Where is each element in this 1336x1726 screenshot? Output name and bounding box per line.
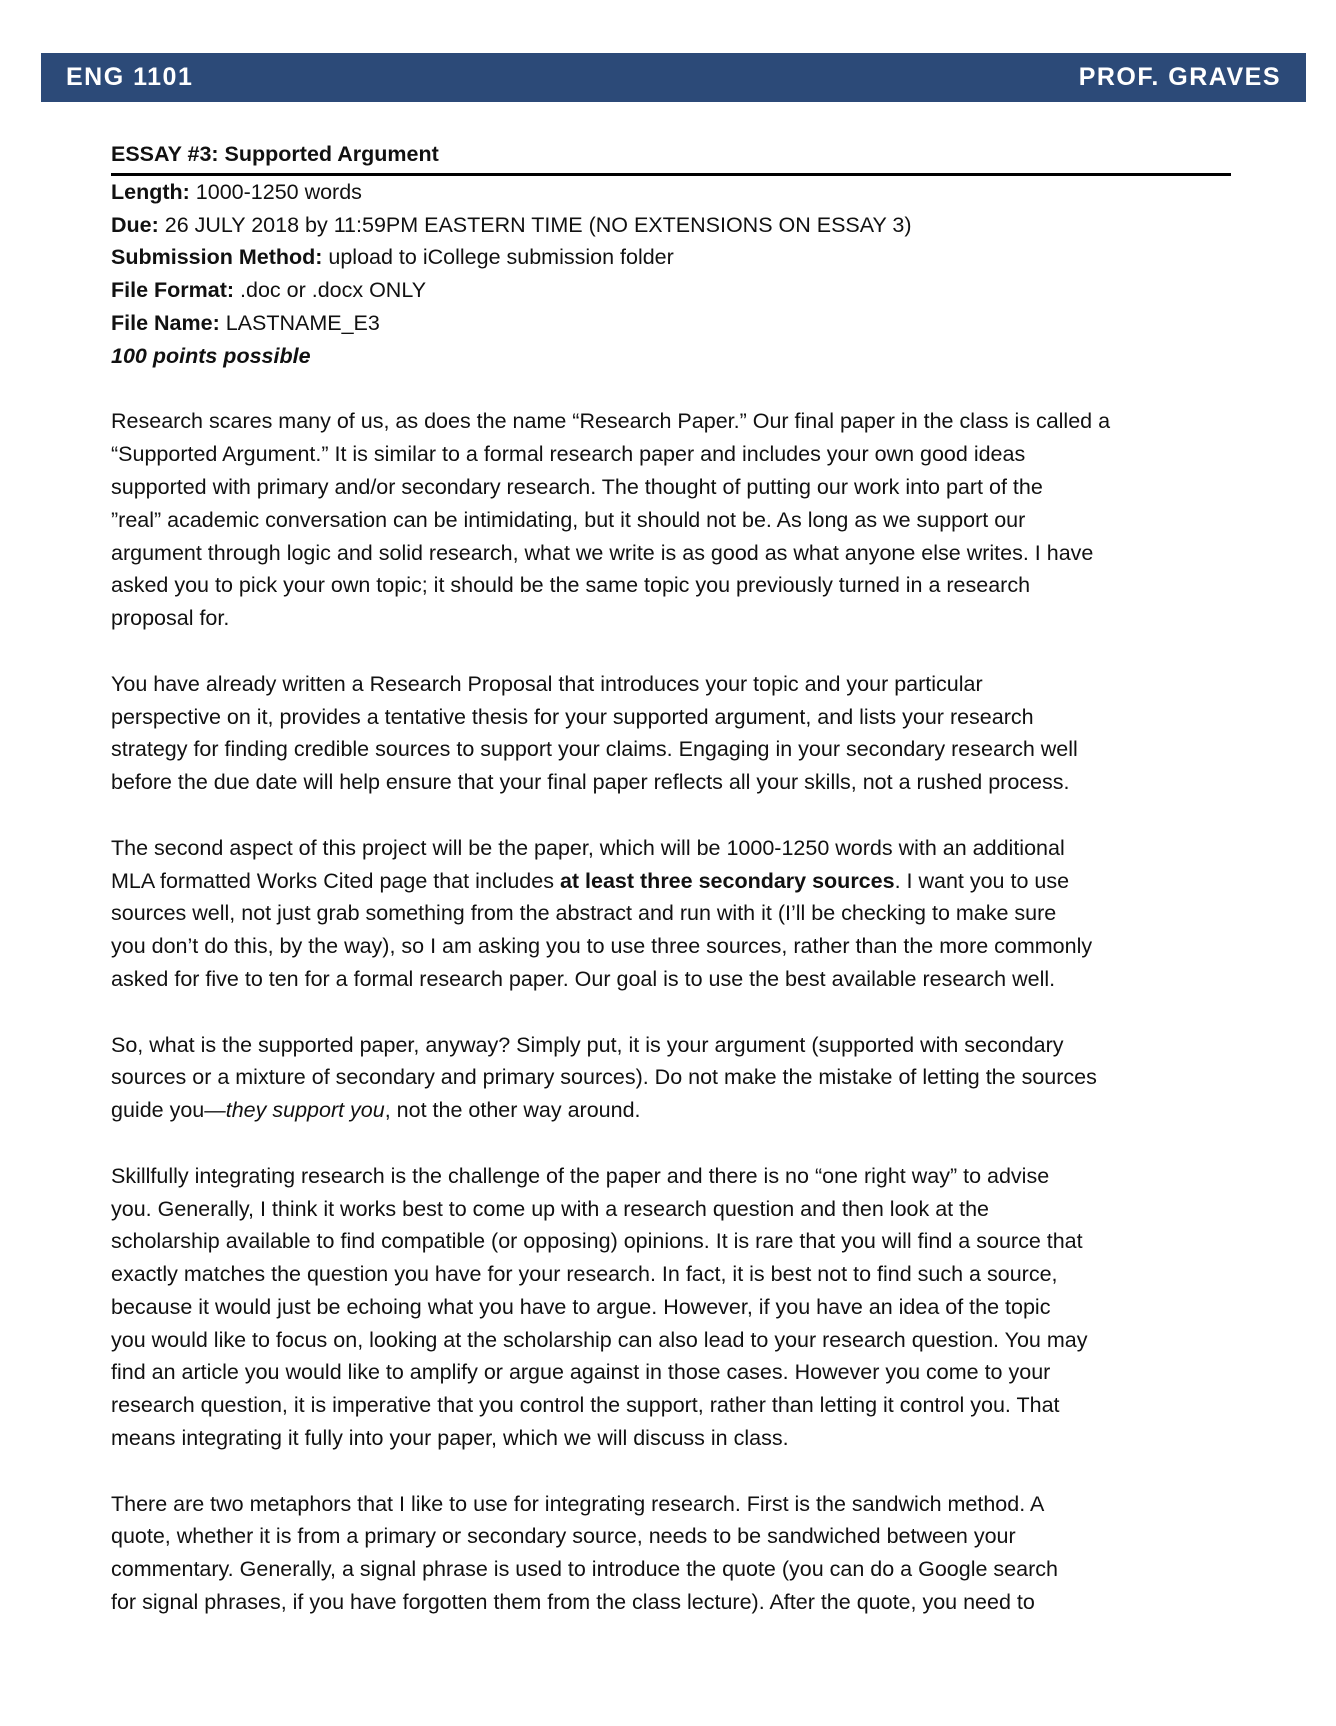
text-line [111,504,1231,537]
text-segment: strategy for finding credible sources to support your claims. Engaging in your secondary research well [111,737,1078,762]
text-line [111,865,1231,898]
text-segment: before the due date will help ensure that your final paper reflects all your skills, not a rushed process. [111,770,1070,795]
text-line [111,1520,1231,1553]
essay-instructions [111,405,1231,1618]
text-segment: perspective on it, provides a tentative thesis for your supported argument, and lists your research [111,704,1034,729]
essay-title: ESSAY #3: Supported Argument [111,138,1231,176]
text-segment: MLA formatted Works Cited page that includes [111,868,560,893]
text-segment: So, what is the supported paper, anyway? Simply put, it is your argument (supported with secondary [111,1032,1064,1057]
text-segment: research question, it is imperative that you control the support, rather than letting it control you. That [111,1393,1060,1418]
text-segment: ”real” academic conversation can be intimidating, but it should not be. As long as we support our [111,507,1026,532]
detail-value: 1000-1250 words [189,179,362,204]
detail-row [111,209,1231,242]
text-segment: means integrating it fully into your paper, which we will discuss in class. [111,1426,789,1451]
text-segment: sources or a mixture of secondary and primary sources). Do not make the mistake of letting the sources [111,1065,1097,1090]
text-line [111,1225,1231,1258]
text-segment: you. Generally, I think it works best to come up with a research question and then look at the [111,1196,989,1221]
document-body [111,138,1231,1619]
detail-row [111,241,1231,274]
text-segment: supported with primary and/or secondary research. The thought of putting our work into part of the [111,474,1043,499]
text-segment: You have already written a Research Proposal that introduces your topic and your particular [111,671,983,696]
detail-label: Due: [111,212,159,237]
detail-value: 26 JULY 2018 by 11:59PM EASTERN TIME (NO EXTENSIONS ON ESSAY 3) [158,212,912,237]
points-possible [111,340,1231,373]
text-line [111,1193,1231,1226]
text-segment: proposal for. [111,606,230,631]
text-segment: There are two metaphors that I like to use for integrating research. First is the sandwich method. A [111,1491,1045,1516]
italic-text: they support you [225,1098,385,1123]
text-line [111,569,1231,602]
paragraph [111,1488,1231,1619]
text-segment: The second aspect of this project will be the paper, which will be 1000-1250 words with an additional [111,835,1065,860]
points-text: 100 points possible [111,343,311,368]
text-line [111,701,1231,734]
detail-label: Length: [111,179,190,204]
text-segment: asked you to pick your own topic; it should be the same topic you previously turned in a research [111,573,1031,598]
detail-row [111,176,1231,209]
paragraph [111,1029,1231,1127]
text-segment: Research scares many of us, as does the name “Research Paper.” Our final paper in the class is called a [111,409,1111,434]
header-banner [41,53,1306,102]
bold-text: at least three secondary sources [559,868,895,893]
text-segment: because it would just be echoing what you have to argue. However, if you have an idea of the topic [111,1294,1051,1319]
text-segment: quote, whether it is from a primary or secondary source, needs to be sandwiched between your [111,1524,1016,1549]
detail-value: LASTNAME_E3 [219,310,380,335]
text-line [111,1422,1231,1455]
text-line [111,1160,1231,1193]
paragraph [111,668,1231,799]
text-line [111,405,1231,438]
course-code: ENG 1101 [66,63,194,91]
text-segment: find an article you would like to amplify or argue against in those cases. However you come to your [111,1360,1051,1385]
detail-label: Submission Method: [111,245,323,270]
text-line [111,733,1231,766]
text-line [111,471,1231,504]
text-segment: scholarship available to find compatible (or opposing) opinions. It is rare that you will find a source that [111,1229,1083,1254]
text-segment: you don’t do this, by the way), so I am asking you to use three sources, rather than the more commonly [111,934,1093,959]
detail-label: File Name: [111,310,220,335]
text-segment: asked for five to ten for a formal research paper. Our goal is to use the best available research well. [111,966,1056,991]
text-segment: Skillfully integrating research is the challenge of the paper and there is no “one right way” to advise [111,1163,1050,1188]
text-line [111,1061,1231,1094]
text-line [111,766,1231,799]
assignment-details [111,176,1231,340]
paragraph [111,1160,1231,1455]
text-line [111,602,1231,635]
text-line [111,1324,1231,1357]
detail-row [111,307,1231,340]
text-segment: argument through logic and solid research, what we write is as good as what anyone else writes. I have [111,540,1094,565]
text-line [111,1094,1231,1127]
text-line [111,1291,1231,1324]
text-line [111,1553,1231,1586]
detail-label: File Format: [111,278,235,303]
paragraph [111,832,1231,996]
professor-name: PROF. GRAVES [1078,63,1281,91]
text-segment: guide you— [111,1098,226,1123]
text-line [111,1488,1231,1521]
text-segment: commentary. Generally, a signal phrase is used to introduce the quote (you can do a Google search [111,1557,1058,1582]
detail-row [111,274,1231,307]
text-segment: . I want you to use [894,868,1070,893]
text-segment: for signal phrases, if you have forgotten them from the class lecture). After the quote, you need to [111,1590,1035,1615]
text-line [111,930,1231,963]
text-line [111,1356,1231,1389]
detail-value: upload to iCollege submission folder [322,245,674,270]
text-segment: “Supported Argument.” It is similar to a formal research paper and includes your own good ideas [111,442,1026,467]
text-segment: exactly matches the question you have for your research. In fact, it is best not to find such a source, [111,1262,1058,1287]
text-segment: , not the other way around. [384,1098,641,1123]
text-segment: you would like to focus on, looking at the scholarship can also lead to your research question. You may [111,1327,1088,1352]
text-line [111,1029,1231,1062]
text-line [111,668,1231,701]
text-line [111,1389,1231,1422]
text-line [111,1258,1231,1291]
text-line [111,438,1231,471]
text-line [111,832,1231,865]
paragraph [111,405,1231,635]
detail-value: .doc or .docx ONLY [234,278,427,303]
text-segment: sources well, not just grab something from the abstract and run with it (I’ll be checking to make sure [111,901,1057,926]
text-line [111,1586,1231,1619]
text-line [111,537,1231,570]
text-line [111,897,1231,930]
text-line [111,963,1231,996]
